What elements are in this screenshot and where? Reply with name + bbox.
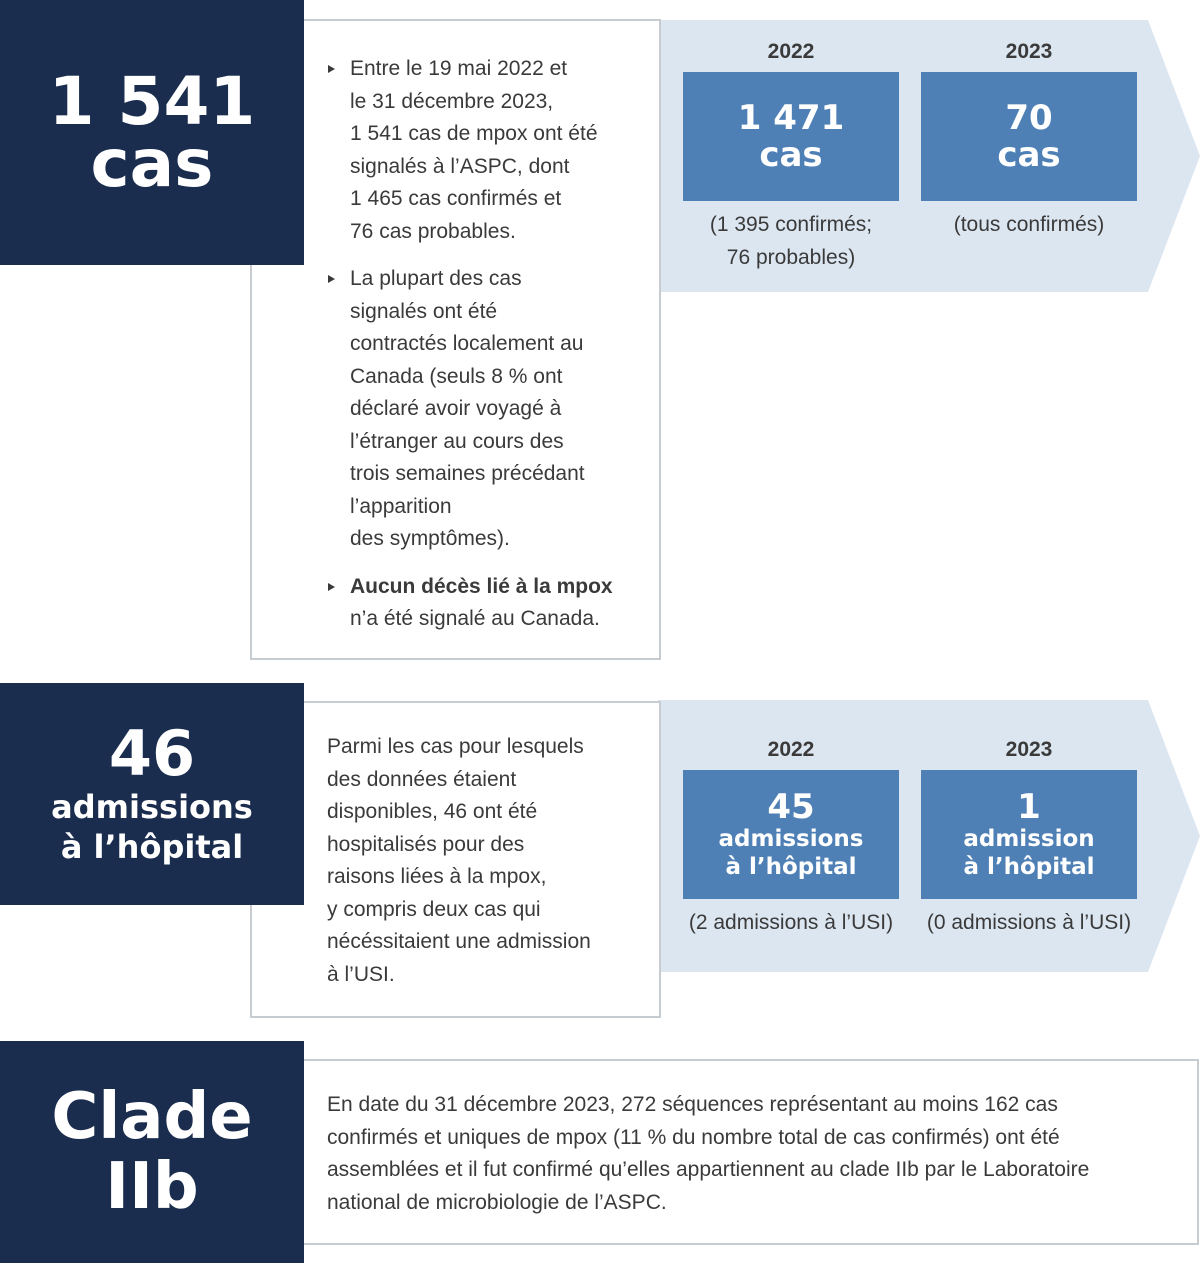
clade-headline-line1: Clade	[51, 1080, 253, 1154]
clade-headline-block	[0, 1041, 304, 1263]
cases-bullet-3: Aucun décès lié à la mpox n’a été signalé au Canada.	[328, 571, 658, 636]
cases-2023-value: 70	[1005, 97, 1053, 138]
hosp-2023-box	[921, 770, 1137, 899]
cases-2022-value: 1 471	[737, 97, 845, 138]
cases-text-panel	[250, 19, 661, 660]
hosp-2023-note: (0 admissions à l’USI)	[926, 911, 1132, 934]
cases-year-2023: 2023	[1005, 40, 1053, 63]
clade-paragraph: En date du 31 décembre 2023, 272 séquences représentant au moins 162 cas confirmés et uniques de mpox (11 % du nombre total de cas confirmés) ont été assemblées et il fut confirmé qu’elles appartiennent au clade IIb par le Laboratoire national de microbiologie de l’ASPC.	[327, 1093, 1090, 1214]
cases-2023-box	[921, 72, 1137, 201]
hosp-2022-line1: admissions	[718, 825, 864, 852]
cases-headline-unit: cas	[90, 124, 214, 202]
hosp-paragraph: Parmi les cas pour lesquels des données étaient disponibles, 46 ont été hospitalisés pour des raisons liées à la mpox, y compris deux cas qui nécéssitaient une admission à l’USI.	[327, 735, 591, 986]
clade-headline-line2: IIb	[105, 1150, 199, 1224]
hosp-year-2022: 2022	[767, 738, 815, 761]
cases-year-2022: 2022	[767, 40, 815, 63]
hosp-headline-block	[0, 683, 304, 905]
cases-2022-unit: cas	[759, 134, 823, 175]
bullet-triangle-icon	[328, 65, 335, 73]
hosp-2022-value: 45	[767, 786, 815, 827]
hosp-headline-line2: à l’hôpital	[60, 828, 244, 866]
cases-2023-unit: cas	[997, 134, 1061, 175]
cases-2022-box	[683, 72, 899, 201]
hosp-headline-line1: admissions	[51, 788, 253, 826]
bullet-triangle-icon	[328, 583, 335, 591]
cases-headline-block	[0, 0, 304, 265]
hosp-2023-line2: à l’hôpital	[963, 853, 1095, 880]
clade-text-panel	[250, 1059, 1199, 1245]
hosp-2023-value: 1	[1017, 786, 1041, 827]
bullet-triangle-icon	[328, 275, 335, 283]
cases-2022-note: (1 395 confirmés; 76 probables)	[709, 213, 873, 269]
cases-bullet-1: Entre le 19 mai 2022 et le 31 décembre 2023, 1 541 cas de mpox ont été signalés à l’ASPC, dont 1 465 cas confirmés et 76 cas probables.	[328, 53, 658, 248]
cases-bullet-2: La plupart des cas signalés ont été contractés localement au Canada (seuls 8 % ont déclaré avoir voyagé à l’étranger au cours des trois semaines précédant l’apparition des symptômes).	[328, 263, 658, 556]
hosp-headline-number: 46	[108, 717, 196, 790]
hosp-2022-line2: à l’hôpital	[725, 853, 857, 880]
hosp-year-2023: 2023	[1005, 738, 1053, 761]
cases-headline-number: 1 541	[48, 62, 256, 140]
hosp-text-panel	[250, 701, 661, 1018]
hosp-2023-line1: admission	[963, 825, 1095, 852]
hosp-2022-box	[683, 770, 899, 899]
cases-bullet-list	[328, 53, 658, 636]
hosp-2022-note: (2 admissions à l’USI)	[688, 911, 894, 934]
cases-2023-note: (tous confirmés)	[953, 213, 1105, 236]
